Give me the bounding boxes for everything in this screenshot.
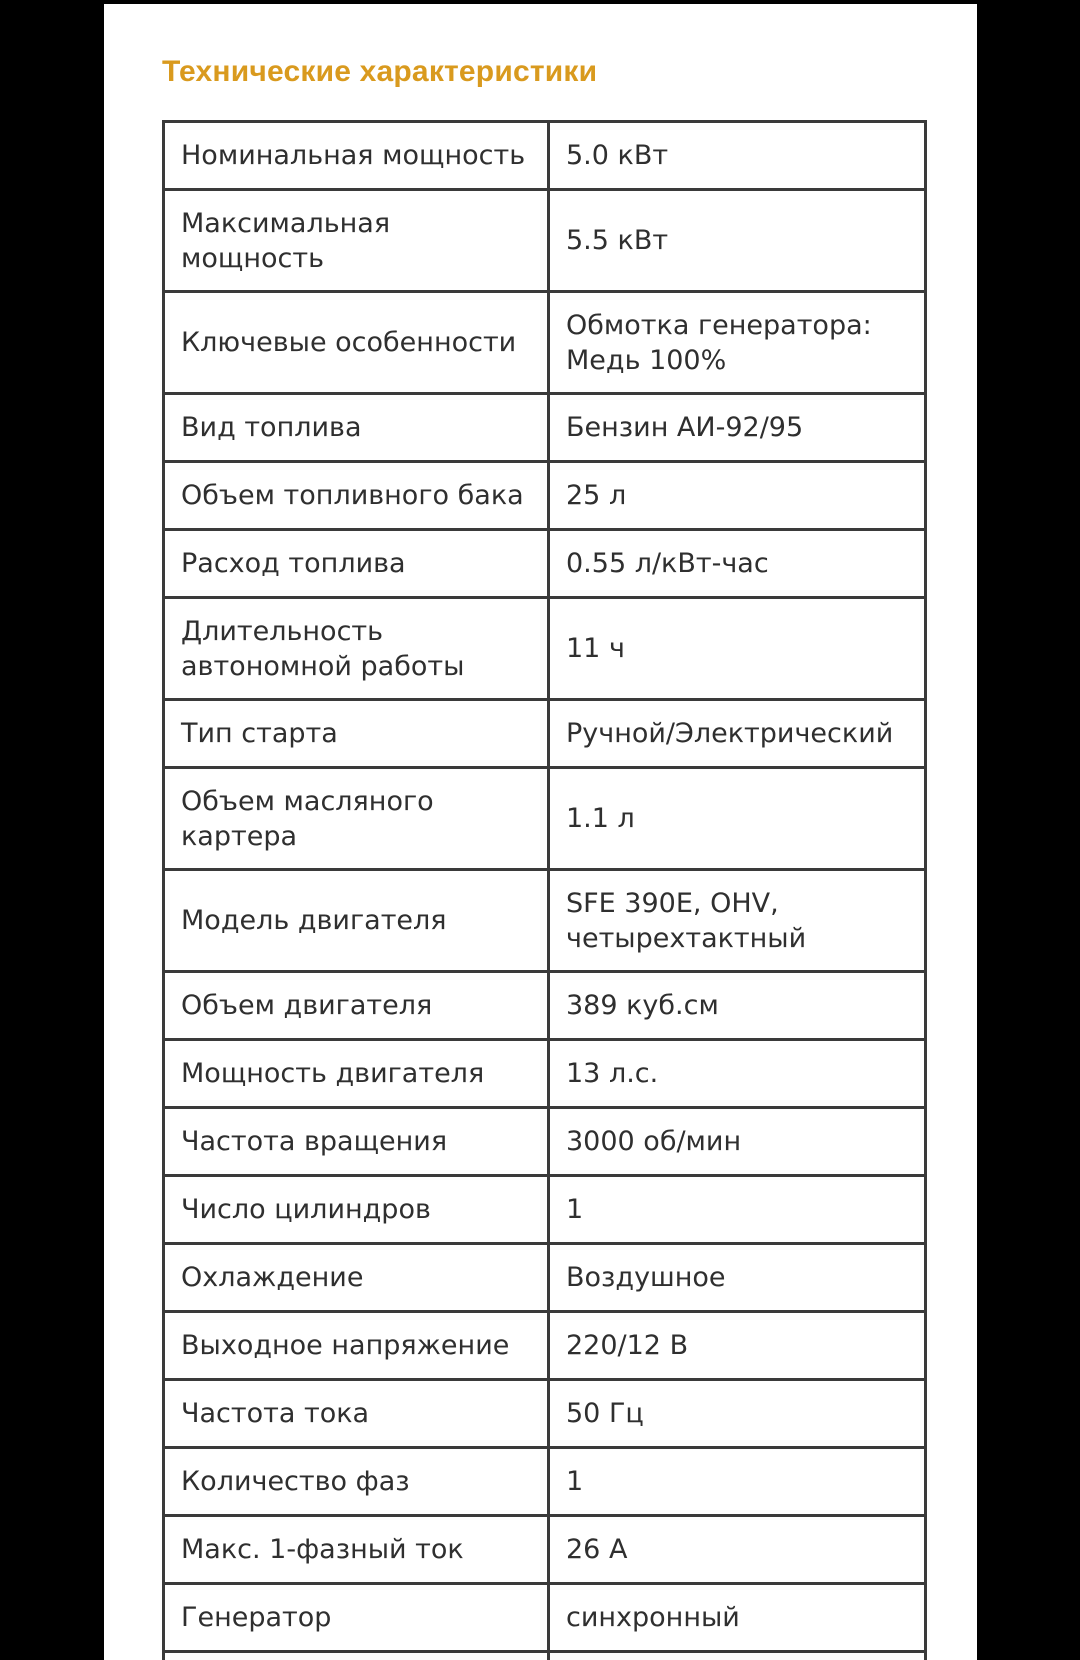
spec-value-cell: Бензин АИ-92/95: [549, 394, 926, 462]
table-row: [164, 394, 926, 462]
spec-value-cell: 3000 об/мин: [549, 1108, 926, 1176]
table-row: [164, 1040, 926, 1108]
table-row: [164, 1176, 926, 1244]
spec-name-cell: Охлаждение: [164, 1244, 549, 1312]
spec-name-cell: Расход топлива: [164, 530, 549, 598]
spec-value-cell: 1: [549, 1176, 926, 1244]
table-row: [164, 292, 926, 394]
table-row: [164, 1108, 926, 1176]
spec-value-cell: 25 л: [549, 462, 926, 530]
page-title: Технические характеристики: [162, 55, 598, 88]
table-row: [164, 1652, 926, 1660]
table-row: [164, 972, 926, 1040]
spec-value-cell: SFE 390E, OHV, четырехтактный: [549, 870, 926, 972]
spec-value-cell: Обмотка генератора: Медь 100%: [549, 292, 926, 394]
spec-value-cell: 26 А: [549, 1516, 926, 1584]
spec-value-cell: 220/12 В: [549, 1312, 926, 1380]
spec-name-cell: Объем двигателя: [164, 972, 549, 1040]
spec-name-cell: Длительность автономной работы: [164, 598, 549, 700]
spec-value-cell: Воздушное: [549, 1244, 926, 1312]
spec-value-cell: 5.5 кВт: [549, 190, 926, 292]
spec-value-cell: 50 Гц: [549, 1380, 926, 1448]
spec-name-cell: Мощность двигателя: [164, 1040, 549, 1108]
spec-name-cell: Число цилиндров: [164, 1176, 549, 1244]
spec-name-cell: Частота вращения: [164, 1108, 549, 1176]
table-row: [164, 462, 926, 530]
table-row: [164, 598, 926, 700]
table-row: [164, 1448, 926, 1516]
spec-value-cell: 5.0 кВт: [549, 122, 926, 190]
spec-name-cell: Ключевые особенности: [164, 292, 549, 394]
table-row: [164, 530, 926, 598]
table-row: [164, 768, 926, 870]
spec-value-cell: 1.1 л: [549, 768, 926, 870]
table-row: [164, 1380, 926, 1448]
table-row: [164, 1244, 926, 1312]
spec-table: [162, 120, 927, 1660]
spec-value-cell: 11 ч: [549, 598, 926, 700]
spec-page: [104, 4, 977, 1660]
table-row: [164, 1312, 926, 1380]
spec-name-cell: Выходное напряжение: [164, 1312, 549, 1380]
spec-name-cell: Максимальная мощность: [164, 190, 549, 292]
spec-name-cell: Объем масляного картера: [164, 768, 549, 870]
table-row: [164, 1584, 926, 1652]
spec-name-cell: Тип старта: [164, 700, 549, 768]
table-row: [164, 190, 926, 292]
spec-value-cell: Ручной/Электрический: [549, 700, 926, 768]
spec-value-cell: 389 куб.см: [549, 972, 926, 1040]
spec-value-cell: синхронный: [549, 1584, 926, 1652]
spec-value-cell: 13 л.с.: [549, 1040, 926, 1108]
table-row: [164, 870, 926, 972]
spec-name-cell: Частота тока: [164, 1380, 549, 1448]
table-row: [164, 700, 926, 768]
spec-name-cell: Объем топливного бака: [164, 462, 549, 530]
spec-name-cell: [164, 1652, 549, 1660]
spec-value-cell: 1: [549, 1448, 926, 1516]
table-row: [164, 122, 926, 190]
spec-name-cell: Генератор: [164, 1584, 549, 1652]
spec-name-cell: Вид топлива: [164, 394, 549, 462]
spec-value-cell: 0.55 л/кВт-час: [549, 530, 926, 598]
spec-name-cell: Макс. 1-фазный ток: [164, 1516, 549, 1584]
spec-name-cell: Количество фаз: [164, 1448, 549, 1516]
spec-name-cell: Номинальная мощность: [164, 122, 549, 190]
spec-value-cell: [549, 1652, 926, 1660]
table-row: [164, 1516, 926, 1584]
spec-name-cell: Модель двигателя: [164, 870, 549, 972]
